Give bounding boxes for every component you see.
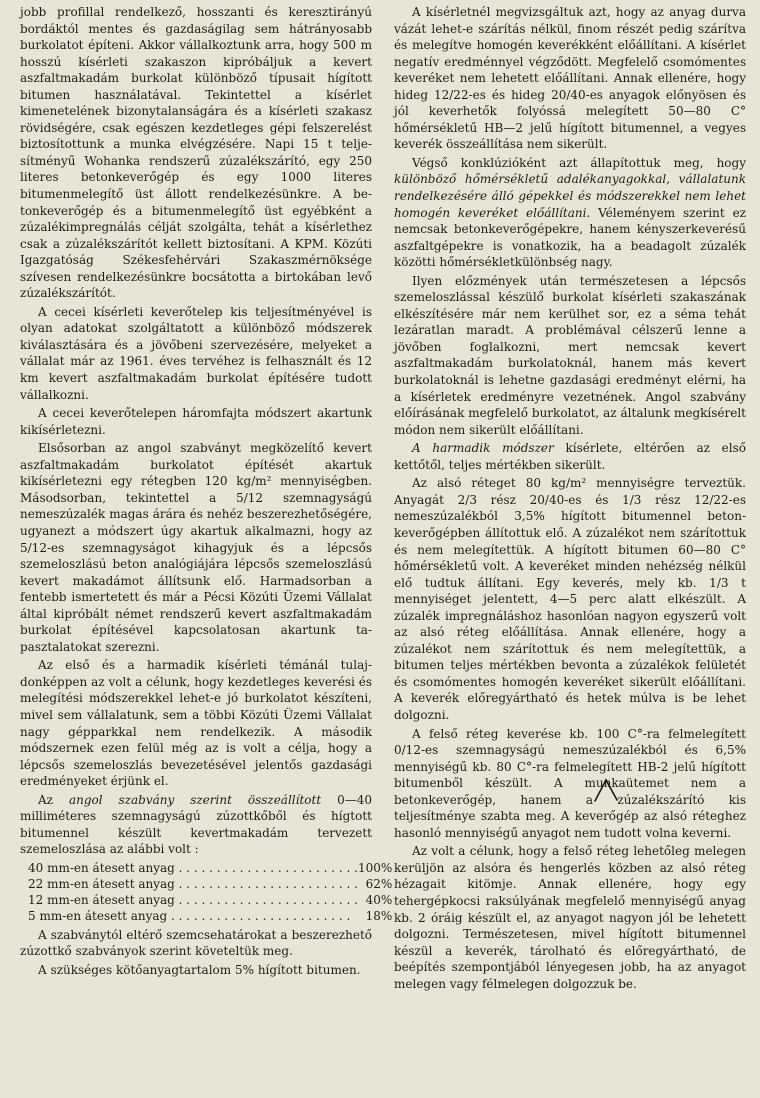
paragraph: A szükséges kötőanyagtartalom 5% hígított bitumen. (38, 962, 361, 977)
paragraph: Elsősorban az angol szabványt megközelítő kevert aszfaltmakadám burkolatot építését akartuk kikísérletezni egy rétegben 120 kg/m² mennyiségben. Másodsorban, tekintettel a 5/12 szemnagyságú nemeszúzalék magas árára és nehéz beszerezhetőségére, ugyanezt a módszert úgy akartuk alkalmazni, hogy az 5/12-es szemnagyságot kihagyjuk és a lépcsős szemeloszlású beton analógiájára lépcsős szemeloszlású kevert makadámot állítsunk elő. Harmadsorban a fentebb ismertetett és már a Pécsi Közúti Üzemi Vállalat által kipróbált német rendszerű kevert aszfaltmakadám burkolat építésével kapcsolatosan akartunk tapasztalatokat szerezni. (20, 441, 372, 654)
paragraph: Az első és a harmadik kísérleti témánál tulajdonképpen az volt a célunk, hogy kezdetleges keverési és melegítési módszerekkel lehet-e jó burkolatot készíteni, mivel sem vállalatunk, sem a többi Közúti Üzemi Vállalat nagy gépparkkal nem rendelkezik. A második módszernek ezen felül még az is volt a célja, hogy a lépcsős szemeloszlás bevezetésével jelentős gazdasági eredményeket érjünk el. (20, 658, 372, 789)
grading-value: 40% (365, 892, 393, 907)
paragraph: A kísérletnél megvizsgáltuk azt, hogy az anyag durva vázát lehet-e szárítás nélkül, finom részét pedig szárítva és melegítve homogén keverékként előállítani. A kísérlet negatív eredménnyel végződött. Megfelelő csomómentes keveréket nem lehetett előállítani. Annak ellenére, hogy hideg 12/22-es és hideg 20/40-es anyagok előnyösen és jól keverhetők folyóssá melegített 50—80 C° hőmérsékletű HB—2 jelű hígított bitumennel, a vegyes keverék összeállítása nem sikerült. (394, 5, 746, 152)
paragraph-text: Végső konklúzióként azt állapítottuk meg, hogy (412, 155, 746, 170)
paragraph (394, 440, 746, 473)
emphasis-text: különböző hőmérsékletű adalékanyagokkal, vállalatunk rendelkezésére álló gépekkel és módszerekkel nem lehet homogén keveréket előállítani. (394, 172, 746, 220)
grading-label: 22 mm-en átesett anyag . . . (28, 876, 358, 892)
grading-value: 100% (357, 860, 393, 875)
right-column (394, 4, 746, 1098)
paragraph-text: kísérlete, eltérően az első kettőtől, teljes mértékben sikerült. (394, 441, 746, 472)
paragraph-text: 0—40 milliméteres szemnagyságú zúzottkőből és hígtott bitumennel készült kevertmakadám tervezett szemeloszlása az alábbi volt : (20, 792, 373, 857)
paragraph: A szabványtól eltérő szemcsehatárokat a beszerezhető zúzottkő szabványok szerint követeltük meg. (20, 927, 372, 959)
paragraph (394, 155, 746, 271)
emphasis-text: A harmadik módszer (412, 441, 554, 456)
table-row (28, 876, 398, 892)
grading-value: 62% (365, 876, 393, 891)
paragraph: Az alsó réteget 80 kg/m² mennyiségre terveztük. Anyagát 2/3 rész 20/40-es és 1/3 rész 12/22-es nemeszúzalékból 3,5% hígított bitumennel betonkeverőgépben állítottuk elő. A zúzalékot nem szárítottuk és nem melegítettük. A hígított bitumen 60—80 C° hőmérsékletű volt. A keveréket minden nehézség nélkül elő tudtuk állítani. Egy keverés, mely kb. 1/3 t mennyiséget jelentett, 4—5 perc alatt elkészült. A zúzalék impregnáláshoz hasonlóan nagyon egyszerű volt az alsó réteg előállítása. Annak ellenére, hogy a zúzalékot nem szárítottuk és nem melegítettük, a bitumen teljes mértékben bevonta a zúzalékok felületét és csomómentes homogén keveréket sikerült előállítani. A keverék előregyártható és hetek múlva is be lehet dolgozni. (394, 476, 746, 722)
table-row (28, 892, 398, 908)
grading-value: 18% (365, 908, 393, 923)
grading-label: 40 mm-en átesett anyag . . . (28, 860, 358, 876)
paragraph: Ilyen előzmények után természetesen a lépcsős szemeloszlással készülő burkolat kísérleti szakaszának elkészítésére már nem kerülhet sor, ez a séma tehát lezáratlan maradt. A problémával célszerű lenne a jövőben foglalkozni, mert nemcsak kevert aszfaltmakadám burkolatoknál, hanem más kevert burkolatoknál is lehetne gazdasági eredményt elérni, ha a kísérletek eredményre vezetnének. Angol szabvány előírásának megfelelő burkolatot, az általunk megkísérelt módon nem sikerült előállítani. (394, 273, 746, 437)
grading-label: 12 mm-en átesett anyag . . . (28, 892, 358, 908)
pen-mark-icon (592, 776, 620, 804)
emphasis-text: angol szabvány szerint összeállított (68, 792, 322, 807)
paragraph-text: Az (38, 792, 69, 807)
table-row (28, 860, 398, 876)
table-row (28, 908, 398, 924)
paragraph: Az volt a célunk, hogy a felső réteg lehetőleg melegen kerüljön az alsóra és hengerlés közben az alsó réteg hézagait kitömje. Annak ellenére, hogy egy tehergépkocsi raksúlyának megfelelő mennyiségű anyag kb. 2 óráig készült el, az anyagot nagyon jól be lehetett dolgozni. Természetesen, mivel hígított bitumennel készül a keverék, tárolható és előregyártható, de beépítés szempontjából lényegesen jobb, ha az anyagot melegen vagy félmelegen dolgozzuk be. (394, 844, 746, 991)
grading-label: 5 mm-en átesett anyag . . . (28, 908, 358, 924)
grading-table (28, 860, 398, 924)
paragraph: A felső réteg keverése kb. 100 C°-ra felmelegített 0/12-es szemnagyságú nemeszúzalékból és 6,5% mennyiségű kb. 80 C°-ra felmelegített HB-2 jelű hígított bitumenből készült. A munkaütemet nem a betonkeverőgép, hanem a zúzalékszárító kis teljesítménye szabta meg. A keverőgép az alsó réteghez hasonló mennyiségű anyagot nem tudott volna keverni. (394, 726, 746, 840)
left-column (20, 4, 393, 1098)
paragraph-text: Véleményem szerint ez nemcsak betonkeverőgépekre, hanem kényszerkeverésű aszfaltgépekre is vonatkozik, ha a beadagolt zúzalék közötti hőmérsékletkülönbség nagy. (394, 205, 746, 270)
paragraph: A cecei keverőtelepen háromfajta módszert akartunk kikísérletezni. (20, 406, 372, 437)
paragraph: jobb profillal rendelkező, hosszanti és keresztirányú bordáktól mentes és gazdaságilag sem hátrányosabb burkolatot építeni. Akkor vállalkoztunk arra, hogy 500 m hosszú kísérleti szakaszon kipróbáljuk a kevert aszfaltmakadám burkolat különböző típusait hígított bitumen használatával. Tekintettel a kísérlet kimenetelének bizonytalanságára és a kísérleti szakasz rövidségére, csak egészen kezdetleges gépi felszerelést biztosítottunk a munka elvégzésére. Napi 15 t teljesítményű Wohanka rendszerű zúzalékszárító, egy 250 literes betonkeverőgép és egy 1000 literes bitumenmelegítő üst állott rendelkezésünkre. A betonkeverőgép és a bitumenmelegítő üst egyébként a zúzalékimpregnálás célját szolgálta, tehát a kísérlethez csak a zúzalékszárítót kellett biztosítani. A KPM. Közúti Igazgatóság Székesfehérvári Szakaszmérnöksége szívesen rendelkezésünkre bocsátotta a birtokában levő zúzalékszárítót. (20, 5, 372, 301)
paragraph: A cecei kísérleti keverőtelep kis teljesítményével is olyan adatokat szolgáltatott a különböző módszerek kiválasztására és a jövőbeni szervezésére, melyeket a vállalat már az 1961. éves tervéhez is felhasznált és 12 km kevert aszfaltmakadám burkolat építésére tudott vállalkozni. (20, 304, 372, 402)
paragraph (20, 792, 372, 858)
